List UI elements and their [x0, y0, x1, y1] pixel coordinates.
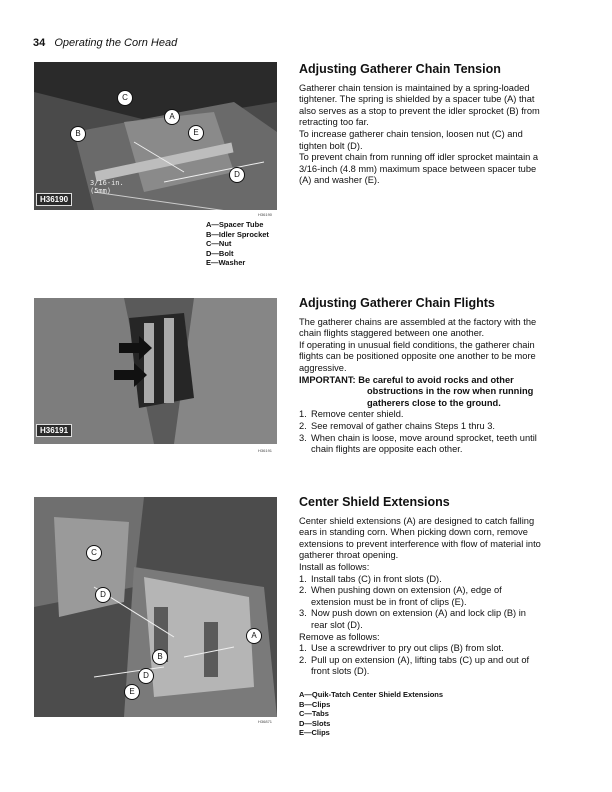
callout-a: A: [164, 109, 180, 125]
callout-c: C: [117, 90, 133, 106]
callout-b: B: [152, 649, 168, 665]
page-header: [33, 37, 177, 49]
paragraph: To increase gatherer chain tension, loosen nut (C) and tighten bolt (D).: [299, 128, 523, 151]
paragraph: To prevent chain from running off idler sprocket maintain a 3/16-inch (4.8 mm) maximum space between spacer tube (A) and washer (E).: [299, 152, 539, 186]
important-note: [299, 375, 541, 387]
list-item: 2. Pull up on extension (A), lifting tabs (C) up and out of front slots (D).: [299, 654, 530, 677]
list-item: 2. When pushing down on extension (A), edge of extension must be in front of clips (E).: [299, 585, 502, 607]
subheading: Remove as follows:: [299, 631, 380, 642]
steps-list: [299, 409, 541, 455]
list-item: 3. When chain is loose, move around sprocket, teeth until chain flights are opposite each other.: [299, 432, 537, 455]
legend-item: B—Idler Sprocket: [206, 229, 269, 239]
list-item: 1. Install tabs (C) in front slots (D).: [299, 573, 442, 584]
legend-item: A—Quik-Tatch Center Shield Extensions: [299, 690, 444, 699]
legend-item: A—Spacer Tube: [206, 220, 264, 229]
paragraph: The gatherer chains are assembled at the factory with the chain flights staggered between one another.: [299, 316, 537, 339]
measurement-inches: 3/16-in.: [90, 179, 124, 187]
important-label: IMPORTANT:: [299, 374, 356, 385]
page-number: 34: [33, 37, 46, 49]
photo-illustration: [34, 298, 277, 444]
legend-item: D—Bolt: [206, 248, 234, 258]
figure-chain-flights-photo: [34, 298, 277, 444]
subheading: Install as follows:: [299, 561, 370, 572]
figure-ref: H36191: [258, 448, 273, 453]
list-item: 3. Now push down on extension (A) and lock clip (B) in rear slot (D).: [299, 608, 526, 630]
measurement-label: [90, 179, 124, 195]
callout-d: D: [229, 167, 245, 183]
measurement-mm: (5mm): [90, 187, 112, 195]
figure-ref: H36871: [258, 719, 273, 724]
callout-d: D: [138, 668, 154, 684]
legend-item: D—Slots: [299, 718, 331, 728]
callout-e: E: [124, 684, 140, 700]
remove-steps-list: [299, 643, 541, 678]
photo-illustration: [34, 497, 277, 717]
legend-item: C—Nut: [206, 239, 232, 249]
callout-a: A: [246, 628, 262, 644]
figure-chain-tension-photo: [34, 62, 277, 210]
legend-item: C—Tabs: [299, 709, 329, 719]
section-chain-flights: [299, 298, 541, 456]
figure-shield-extensions-photo: [34, 497, 277, 717]
list-item: 1. Use a screwdriver to pry out clips (B) from slot.: [299, 643, 504, 654]
install-steps-list: [299, 574, 541, 632]
list-item: 1. Remove center shield.: [299, 409, 404, 420]
paragraph: Center shield extensions (A) are designed to catch falling ears in standing corn. When picking down corn, remove extensions to prevent interference with flow of material into gatherer throat opening.: [299, 515, 541, 561]
legend-item: E—Washer: [206, 258, 246, 268]
list-item: 2. See removal of gather chains Steps 1 thru 3.: [299, 420, 495, 431]
legend-item: B—Clips: [299, 699, 331, 709]
section-heading: Adjusting Gatherer Chain Flights: [299, 296, 495, 310]
figure-label: H36191: [36, 424, 72, 437]
section-heading: Center Shield Extensions: [299, 495, 450, 509]
callout-c: C: [86, 545, 102, 561]
paragraph: If operating in unusual field conditions, the gatherer chain flights can be positioned opposite one another to be more aggressive.: [299, 339, 536, 373]
paragraph: Gatherer chain tension is maintained by a spring-loaded tightener. The spring is shielded by a spacer tube (A) that also serves as a stop to prevent the idler sprocket (B) from retracting too far.: [299, 82, 540, 128]
callout-e: E: [188, 125, 204, 141]
legend-item: E—Clips: [299, 728, 330, 738]
important-continued: obstructions in the row when running: [367, 386, 534, 397]
figure-legend: [299, 690, 443, 738]
figure-ref: H36190: [258, 212, 273, 217]
figure-legend: [206, 220, 269, 268]
important-continued: gatherers close to the ground.: [367, 397, 501, 408]
callout-d: D: [95, 587, 111, 603]
callout-b: B: [70, 126, 86, 142]
section-chain-tension: [299, 64, 541, 187]
page-title: Operating the Corn Head: [54, 37, 178, 49]
important-text: Be careful to avoid rocks and other: [358, 374, 514, 385]
section-heading: Adjusting Gatherer Chain Tension: [299, 62, 501, 76]
figure-label: H36190: [36, 193, 72, 206]
section-shield-extensions: [299, 497, 541, 678]
